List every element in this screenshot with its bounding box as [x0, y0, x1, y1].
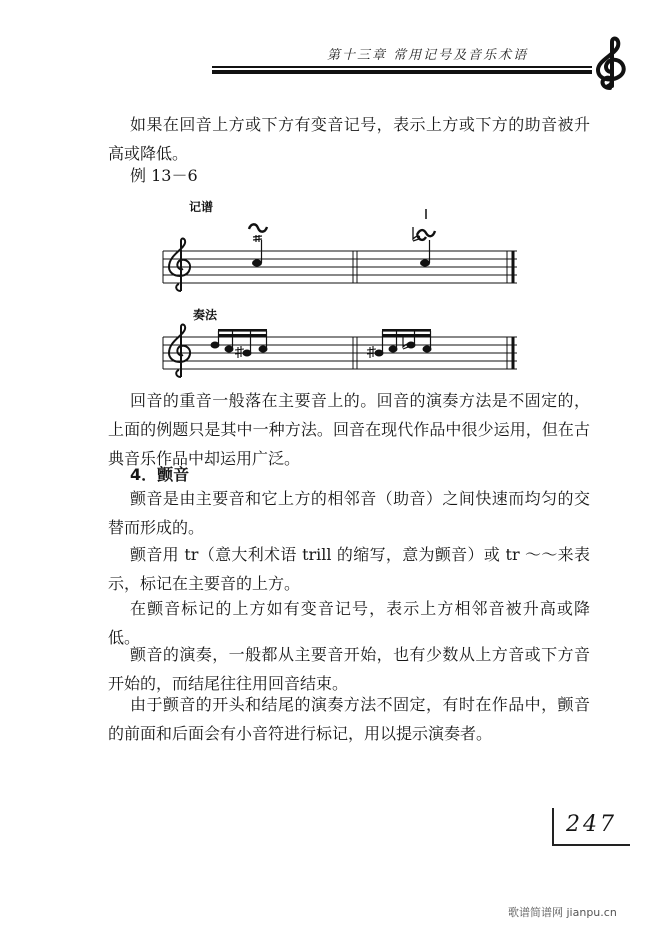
turn-note-1: [249, 224, 267, 266]
header-rule: [212, 66, 592, 68]
paragraph-6: 颤音的演奏，一般都从主要音开始，也有少数从上方音或下方音开始的，而结尾往往用回音结束。: [108, 645, 590, 693]
staff-notation: [163, 251, 517, 283]
turn-realization-1: [211, 329, 267, 358]
chapter-header: 第十三章 常用记号及音乐术语: [327, 48, 529, 63]
paragraph-2: 回音的重音一般落在主要音上的。回音的演奏方法是不固定的，上面的例题只是其中一种方法。回音在现代作品中很少运用，但在古典音乐作品中却运用广泛。: [108, 391, 590, 468]
paragraph-1: 如果在回音上方或下方有变音记号，表示上方或下方的助音被升高或降低。: [108, 115, 590, 163]
paragraph-5: 在颤音标记的上方如有变音记号，表示上方相邻音被升高或降低。: [108, 599, 590, 647]
treble-clef-icon: [588, 36, 636, 92]
section-heading: 4．颤音: [130, 465, 190, 484]
notation-label: 记谱: [189, 200, 214, 214]
turn-realization-2: [367, 329, 431, 358]
watermark: 歌谱简谱网 jianpu.cn: [508, 906, 617, 919]
page-number: 247: [566, 812, 617, 837]
performance-label: 奏法: [193, 308, 218, 322]
example-label: 例 13－6: [130, 166, 198, 185]
turn-note-2: [413, 209, 435, 267]
music-example: [155, 195, 525, 390]
header-rule-thick: [212, 70, 592, 74]
paragraph-3: 颤音是由主要音和它上方的相邻音（助音）之间快速而均匀的交替而形成的。: [108, 489, 590, 537]
paragraph-4: 颤音用 tr（意大利术语 trill 的缩写，意为颤音）或 tr ～～来表示，标记在主要音的上方。: [108, 545, 590, 593]
paragraph-7: 由于颤音的开头和结尾的演奏方法不固定，有时在作品中，颤音的前面和后面会有小音符进行标记，用以提示演奏者。: [108, 695, 590, 743]
page-number-box: [552, 808, 630, 846]
